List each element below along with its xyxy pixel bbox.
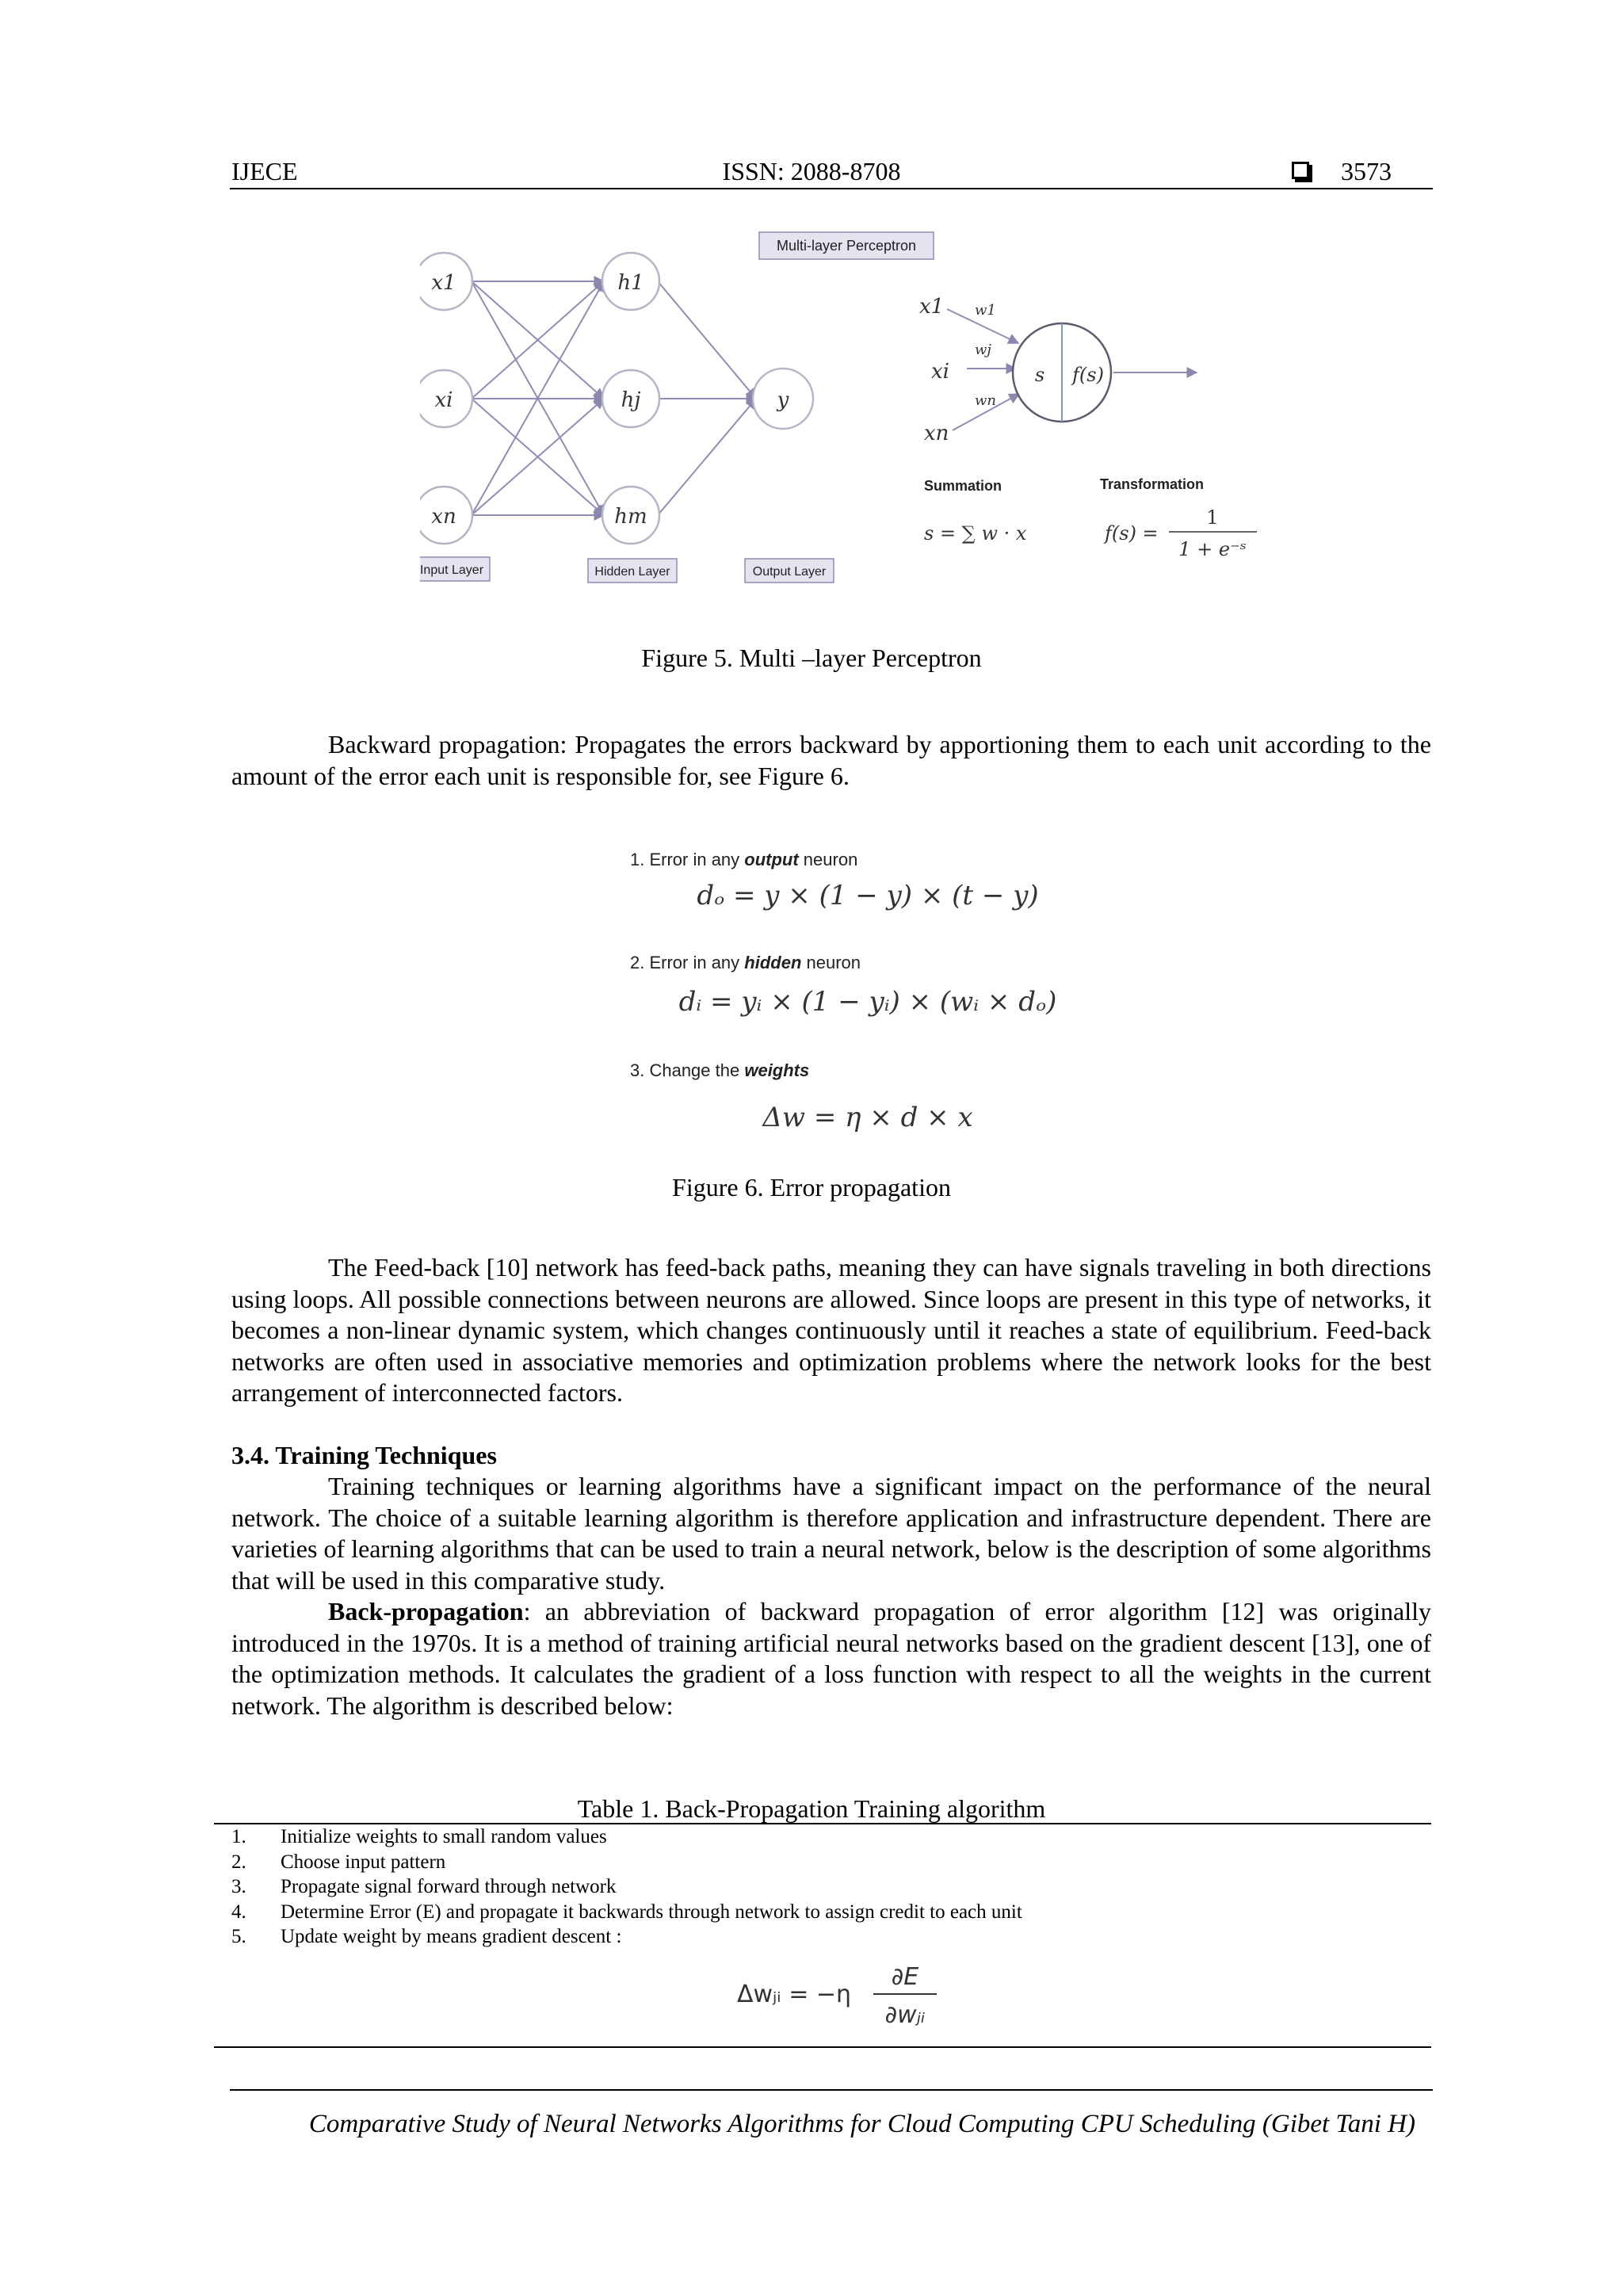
- figure-5-caption: Figure 5. Multi –layer Perceptron: [641, 644, 982, 672]
- paragraph-training: [231, 1471, 1431, 1721]
- hidden-node-label: hm: [614, 505, 647, 529]
- paragraph-text: : an abbreviation of backward propagation of error algorithm [12] was originally introduced in the 1970s. It is a method of training artificial neural networks based on the gradient descent [13], one of the optimization methods. It calculates the gradient of a loss function with respect to all the weights in the current network. The algorithm is described below:: [231, 1597, 1431, 1720]
- row-text: Determine Error (E) and propagate it backwards through network to assign credit to each unit: [281, 1901, 1022, 1923]
- table-row: [231, 1874, 1420, 1900]
- section-title: 3.4. Training Techniques: [231, 1441, 497, 1469]
- hidden-node-label: h1: [617, 271, 644, 295]
- edge: [658, 399, 756, 515]
- row-number: 2.: [231, 1851, 246, 1873]
- equation-lhs: Δwⱼᵢ = −η: [737, 1981, 852, 2008]
- square-bullet-icon: [1292, 162, 1309, 179]
- paragraph-text: The Feed-back [10] network has feed-back paths, meaning they can have signals traveling in both directions using loops. All possible connections between neurons are allowed. Since loops are present in this type of networks, it becomes a non-linear dynamic system, which changes continuously until it reaches a state of equilibrium. Feed-back networks are often used in associative memories and optimization problems where the network looks for the best arrangement of interconnected factors.: [231, 1253, 1431, 1407]
- row-number: 3.: [231, 1876, 246, 1897]
- step-2-text: 2. Error in any: [630, 953, 745, 972]
- paragraph-text: Training techniques or learning algorithms have a significant impact on the performance of the neural network. The choice of a suitable learning algorithm is therefore application and infrastructure dependent. There are varieties of learning algorithms that can be used to train a neural network, below is the description of some algorithms that will be used in this comparative study.: [231, 1472, 1431, 1595]
- edge: [658, 281, 756, 399]
- output-error-equation: dₒ = y × (1 − y) × (t − y): [697, 880, 1039, 911]
- figure-6-caption: Figure 6. Error propagation: [672, 1173, 951, 1201]
- transformation-label: Transformation: [1100, 476, 1205, 492]
- header-rule: [230, 188, 1433, 189]
- summation-formula: s = ∑ w · x: [924, 522, 1027, 544]
- step-3-label: [630, 1060, 809, 1081]
- figure-6-error-propagation: [630, 850, 1106, 1167]
- step-3-text: 3. Change the: [630, 1060, 745, 1080]
- journal-name: IJECE: [231, 157, 298, 185]
- row-text: Propagate signal forward through network: [281, 1876, 617, 1897]
- row-number: 1.: [231, 1826, 246, 1847]
- table-row: [231, 1850, 1420, 1875]
- step-1-label: [630, 850, 857, 870]
- running-footer: Comparative Study of Neural Networks Algorithms for Cloud Computing CPU Scheduling (Gibet Tani H): [308, 2110, 1415, 2138]
- mlp-title: Multi-layer Perceptron: [776, 238, 917, 254]
- backpropagation-term: Back-propagation: [328, 1597, 524, 1626]
- transformation-formula-denominator: 1 + e⁻ˢ: [1178, 538, 1247, 560]
- paragraph-feedback: [231, 1252, 1431, 1409]
- figure-5-diagram: [420, 226, 1284, 598]
- footer-rule: [230, 2089, 1433, 2091]
- neuron-weight-label: wn: [975, 392, 996, 409]
- paragraph-backward-propagation: [231, 729, 1431, 792]
- neuron-input-label: x1: [919, 295, 945, 319]
- summation-label: Summation: [924, 478, 1002, 494]
- transformation-formula-lhs: f(s) =: [1105, 522, 1159, 544]
- step-1-emphasis: output: [744, 850, 799, 869]
- step-1-text: 1. Error in any: [630, 850, 745, 869]
- neuron-sum-symbol: s: [1034, 364, 1045, 386]
- hidden-layer-label: Hidden Layer: [594, 565, 670, 579]
- input-node-label: x1: [431, 271, 456, 295]
- step-2-emphasis: hidden: [744, 953, 802, 972]
- table-1-body: [231, 1824, 1420, 1950]
- paragraph-text: Backward propagation: Propagates the errors backward by apportioning them to each unit according to the amount of the error each unit is responsible for, see Figure 6.: [231, 730, 1431, 790]
- neuron-diagram: [919, 295, 1197, 445]
- gradient-descent-equation: [737, 1958, 975, 2029]
- table-row: [231, 1824, 1420, 1850]
- table-row: [231, 1900, 1420, 1925]
- page-number: 3573: [1341, 157, 1392, 185]
- input-node-label: xi: [434, 388, 453, 412]
- hidden-error-equation: dᵢ = yᵢ × (1 − yᵢ) × (wᵢ × dₒ): [678, 986, 1057, 1018]
- table-1-caption: Table 1. Back-Propagation Training algorithm: [577, 1794, 1046, 1823]
- weight-change-equation: Δw = η × d × x: [762, 1102, 973, 1133]
- input-node-label: xn: [431, 505, 456, 529]
- transformation-formula-numerator: 1: [1206, 506, 1219, 529]
- neuron-activation: f(s): [1072, 364, 1104, 386]
- neuron-weight-label: wj: [975, 342, 991, 358]
- equation-denominator: ∂wⱼᵢ: [884, 2001, 926, 2029]
- neuron-input-label: xn: [924, 422, 949, 445]
- step-2-text-end: neuron: [801, 953, 861, 972]
- table-bottom-rule: [214, 2046, 1431, 2048]
- page-number-block: [1292, 155, 1392, 187]
- step-3-emphasis: weights: [744, 1060, 810, 1080]
- neuron-weight-label: w1: [975, 302, 996, 319]
- row-text: Choose input pattern: [281, 1851, 446, 1873]
- table-row: [231, 1924, 1420, 1950]
- neuron-input-label: xi: [931, 360, 949, 384]
- paragraph-backpropagation: [231, 1596, 1431, 1721]
- step-2-label: [630, 953, 861, 973]
- row-number: 4.: [231, 1901, 246, 1923]
- step-1-text-end: neuron: [798, 850, 858, 869]
- row-number: 5.: [231, 1926, 246, 1947]
- issn: ISSN: 2088-8708: [722, 157, 901, 185]
- equation-numerator: ∂E: [891, 1963, 919, 1991]
- output-node-label: y: [777, 388, 789, 412]
- row-text: Update weight by means gradient descent :: [281, 1926, 622, 1947]
- input-layer-label: Input Layer: [420, 563, 484, 577]
- row-text: Initialize weights to small random values: [281, 1826, 607, 1847]
- output-layer-label: Output Layer: [752, 565, 827, 579]
- hidden-node-label: hj: [621, 388, 641, 412]
